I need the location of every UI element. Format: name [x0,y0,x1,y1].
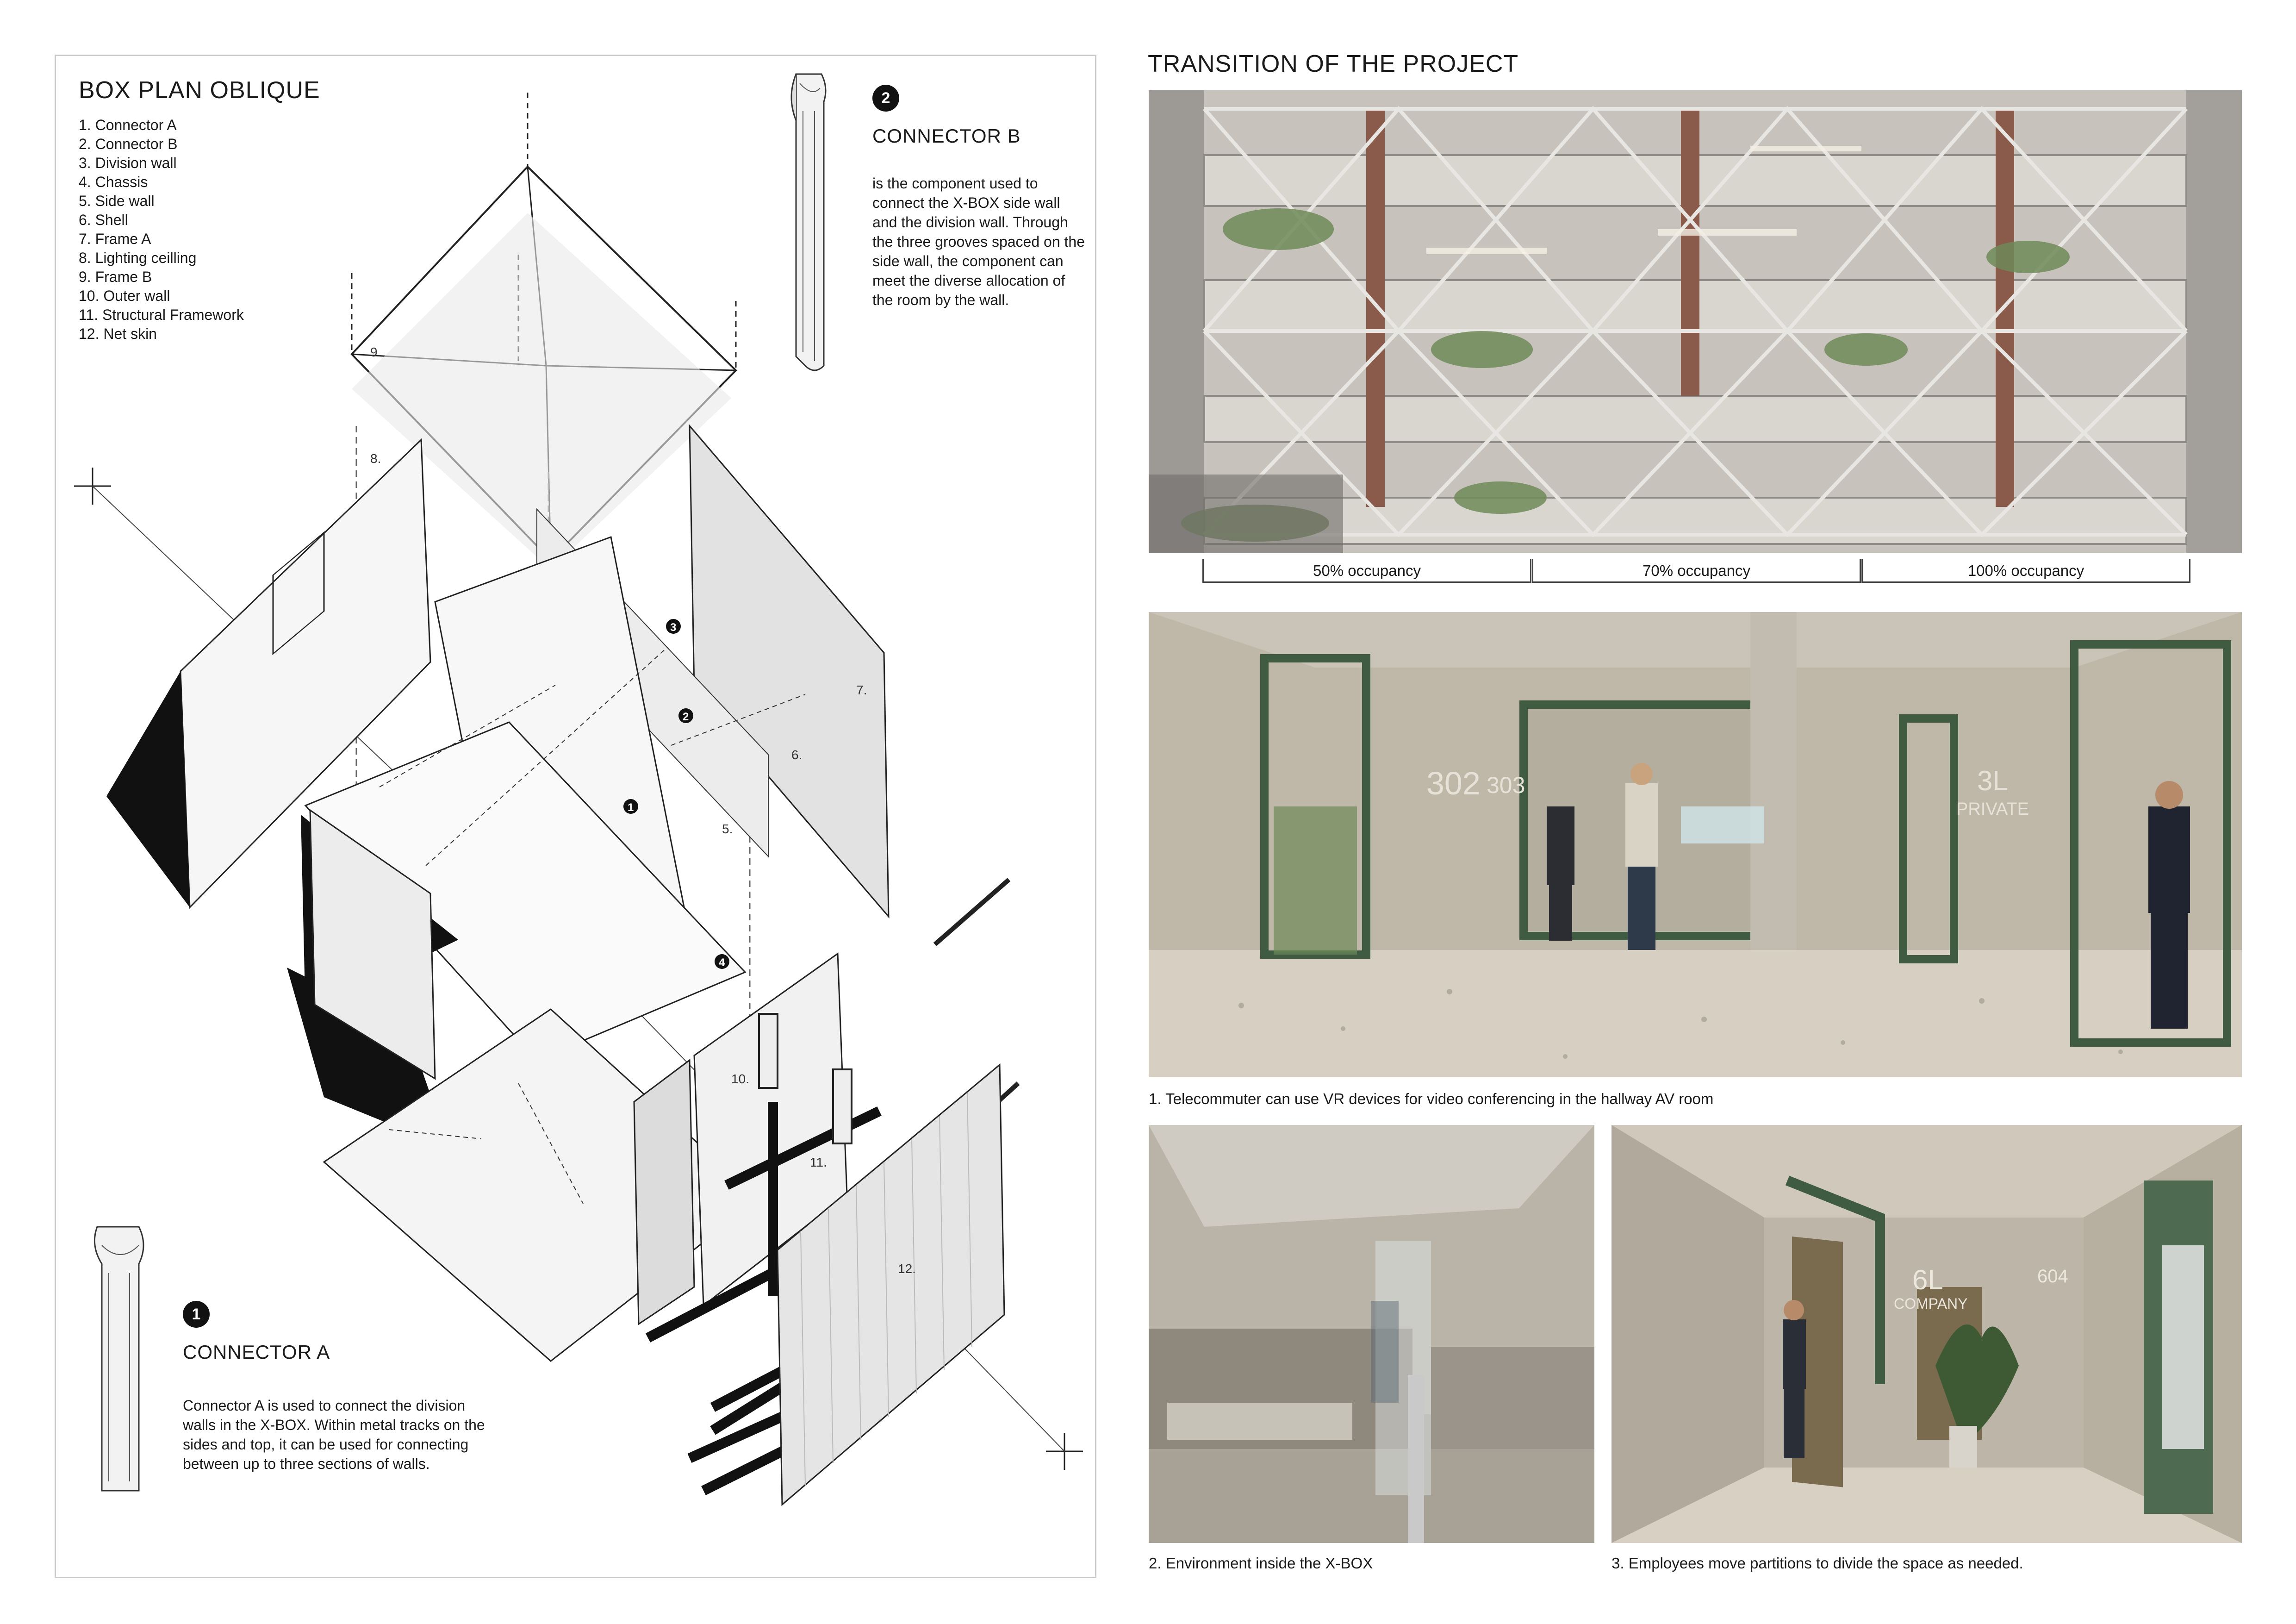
diagram-label-7: 7. [856,683,867,697]
occupancy-bracket-70: 70% occupancy [1532,559,1861,583]
diagram-label-5: 5. [722,822,733,836]
corridor-partition-render [1612,1125,2242,1543]
diagram-label-9: 9. [370,345,381,359]
connector-a-description: Connector A is used to connect the division walls in the X-BOX. Within metal tracks on the sides and top, it can be used for connecting between up to three sections of walls. [183,1397,485,1472]
diagram-badge-2: 2 [683,711,689,723]
connector-b-number: 2 [872,85,899,112]
legend-item: 7. Frame A [79,231,151,247]
legend-item: 6. Shell [79,212,128,228]
diagram-label-10: 10. [731,1072,749,1086]
diagram-label-6: 6. [791,748,803,762]
panel-title-box-plan: BOX PLAN OBLIQUE [79,77,320,104]
room-number-303: 303 [1487,772,1525,798]
legend-item: 2. Connector B [79,136,178,152]
caption-hallway: 1. Telecommuter can use VR devices for video conferencing in the hallway AV room [1149,1090,1714,1107]
diagram-label-11: 11. [810,1155,827,1169]
facade-render [1149,90,2242,553]
diagram-badge-1: 1 [628,801,634,814]
corridor-room-604: 604 [2037,1266,2068,1287]
connector-a-title: CONNECTOR A [183,1341,330,1363]
room-number-302: 302 [1426,765,1481,801]
connector-a-number: 1 [183,1301,210,1328]
legend-item: 10. Outer wall [79,287,170,304]
legend-item: 8. Lighting ceilling [79,250,197,266]
legend-item: 3. Division wall [79,155,177,171]
occupancy-bracket-100: 100% occupancy [1861,559,2190,583]
diagram-badge-4: 4 [719,956,725,969]
legend-item: 5. Side wall [79,193,155,209]
caption-xbox: 2. Environment inside the X-BOX [1149,1555,1373,1572]
legend-item: 4. Chassis [79,174,148,190]
caption-partitions: 3. Employees move partitions to divide the space as needed. [1612,1555,2023,1572]
legend-item: 11. Structural Framework [79,306,244,323]
diagram-label-12: 12. [898,1262,916,1276]
xbox-interior-render [1149,1125,1594,1543]
legend-item: 1. Connector A [79,117,177,133]
exploded-axonometric-diagram [65,65,1083,1569]
legend-item: 12. Net skin [79,325,157,342]
legend-item: 9. Frame B [79,269,152,285]
diagram-label-8: 8. [370,451,381,466]
room-sign-private: PRIVATE [1956,800,2029,819]
diagram-badge-3: 3 [670,621,677,634]
corridor-sign-6l: 6L [1912,1264,1943,1295]
occupancy-bracket-50: 50% occupancy [1202,559,1531,583]
room-sign-3l: 3L [1977,765,2008,796]
connector-b-description: is the component used to connect the X-BOX side wall and the division wall. Through the three grooves spaced on the side wall, the component can meet the diverse allocation of the room by the wall. [872,175,1085,308]
panel-title-transition: TRANSITION OF THE PROJECT [1148,50,1519,77]
corridor-sign-company: COMPANY [1894,1295,1968,1312]
connector-b-title: CONNECTOR B [872,125,1021,147]
hallway-av-room-render [1149,612,2242,1077]
